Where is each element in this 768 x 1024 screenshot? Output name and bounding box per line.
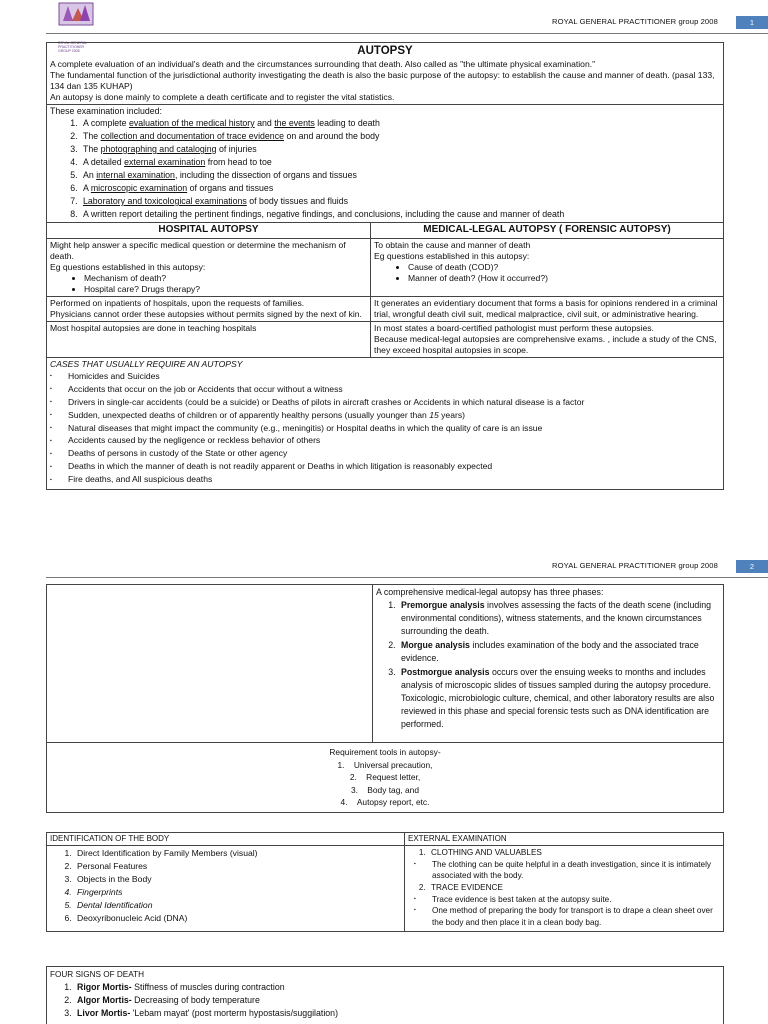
phases-empty-cell — [47, 585, 373, 743]
exam-cell — [47, 104, 724, 222]
tools-cell — [47, 743, 724, 813]
exam-heading: These examination included: — [50, 105, 162, 116]
page1-header-rule — [46, 33, 768, 34]
page2-header-rule — [46, 577, 768, 578]
hospital-purpose-cell: Might help answer a specific medical question or determine the mechanism of death. Eg questions established in this autopsy: • Mechanism of death? • Hospital care? Drugs therapy? — [47, 238, 371, 296]
list-item: • Cause of death (COD)? — [408, 262, 720, 273]
case-item: ▪ Drivers in single-car accidents (could be a suicide) or Deaths of pilots in aircraft crashes or Accidents in which natural disease is a factor — [68, 396, 720, 409]
phase-item: 3. Postmorgue analysis occurs over the ensuing weeks to months and includes analysis of microscopic slides of tissues sampled during the autopsy procedure. Toxicologic, microbiologic culture, chemical, and other laboratory results are also reviewed in this phase and special forensic tests such as DNA identification are performed. — [398, 666, 720, 731]
exam-item: 4. A detailed external examination from head to toe — [80, 156, 720, 169]
hospital-location-cell: Most hospital autopsies are done in teaching hospitals — [47, 321, 371, 357]
external-exam-list — [428, 847, 720, 928]
autopsy-intro-3: An autopsy is done mainly to complete a death certificate and to register the vital statistics. — [50, 91, 395, 102]
case-item: ▪ Accidents that occur on the job or Accidents that occur without a witness — [68, 383, 720, 396]
list-item: 4. Fingerprints — [74, 886, 401, 899]
signs-table — [46, 966, 724, 1024]
rgp-logo-icon — [58, 2, 94, 40]
case-item: ▪ Homicides and Suicides — [68, 370, 720, 383]
case-item: ▪ Sudden, unexpected deaths of children or of apparently healthy persons (usually younger than 15 years) — [68, 409, 720, 422]
exam-list — [80, 117, 720, 221]
medical-legal-autopsy-heading: MEDICAL-LEGAL AUTOPSY ( FORENSIC AUTOPSY) — [371, 222, 724, 238]
ml-evidence-cell: It generates an evidentiary document that forms a basis for opinions rendered in a criminal trial, wrongful death civil suit, medical malpractice, civil suit, or administrative hearing. — [371, 296, 724, 321]
list-item: 2. Personal Features — [74, 860, 401, 873]
identification-list — [74, 847, 401, 925]
external-exam-cell — [405, 846, 724, 932]
tool-item: 1. Universal precaution, — [337, 759, 433, 770]
phases-cell — [373, 585, 724, 743]
list-item: ▪ Trace evidence is best taken at the autopsy suite. — [429, 894, 720, 906]
page1-number: 1 — [736, 16, 768, 29]
tool-item: 4. Autopsy report, etc. — [340, 797, 430, 807]
exam-item: 2. The collection and documentation of trace evidence on and around the body — [80, 130, 720, 143]
logo-caption: ROYAL GENERAL PRACTITIONER GROUP 2008 — [58, 41, 88, 53]
list-item: 1. Rigor Mortis- Stiffness of muscles during contraction — [74, 981, 720, 994]
exam-item: 7. Laboratory and toxicological examinations of body tissues and fluids — [80, 195, 720, 208]
case-item: ▪ Natural diseases that might impact the community (e.g., meningitis) or Hospital deaths in which the quality of care is an issue — [68, 422, 720, 435]
list-item: • Manner of death? (How it occurred?) — [408, 273, 720, 284]
list-item: 3. Objects in the Body — [74, 873, 401, 886]
case-item: ▪ Fire deaths, and All suspicious deaths — [68, 473, 720, 486]
exam-item: 3. The photographing and cataloging of injuries — [80, 143, 720, 156]
cases-list — [68, 370, 720, 486]
autopsy-intro-1: A complete evaluation of an individual's death and the circumstances surrounding that death. Also called as "the ultimate physical examination." — [50, 58, 596, 69]
list-item: 5. Dental Identification — [74, 899, 401, 912]
case-item: ▪ Accidents caused by the negligence or reckless behavior of others — [68, 434, 720, 447]
ml-questions-list — [408, 262, 720, 284]
list-item: 2. Algor Mortis- Decreasing of body temperature — [74, 994, 720, 1007]
identification-heading: IDENTIFICATION OF THE BODY — [47, 833, 405, 846]
hospital-permits-cell: Performed on inpatients of hospitals, upon the requests of families. Physicians cannot order these autopsies without permits signed by the next of kin. — [47, 296, 371, 321]
phases-list — [398, 599, 720, 731]
phases-intro: A comprehensive medical-legal autopsy has three phases: — [376, 587, 604, 597]
exam-item: 8. A written report detailing the pertinent findings, negative findings, and conclusions, including the cause and manner of death — [80, 208, 720, 221]
autopsy-intro-2: The fundamental function of the jurisdictional authority investigating the death is also the basic purpose of the autopsy: to establish the cause and manner of death. (pasal 133, 134 dan 135 KUHAP) — [50, 69, 715, 91]
list-item: 3. Livor Mortis- 'Lebam mayat' (post morterm hypostasis/suggilation) — [74, 1007, 720, 1020]
list-item: 1. CLOTHING AND VALUABLES ▪ The clothing can be quite helpful in a death investigation, since it is intimately associated with the body. — [428, 847, 720, 882]
exam-item: 6. A microscopic examination of organs and tissues — [80, 182, 720, 195]
page2-number: 2 — [736, 560, 768, 573]
phase-item: 1. Premorgue analysis involves assessing the facts of the death scene (including environmental conditions), witness statements, and the known circumstances surrounding the death. — [398, 599, 720, 638]
list-item: 1. Direct Identification by Family Members (visual) — [74, 847, 401, 860]
phase-item: 2. Morgue analysis includes examination of the body and the associated trace evidence. — [398, 639, 720, 665]
logo — [58, 2, 102, 53]
page2-header-text: ROYAL GENERAL PRACTITIONER group 2008 — [552, 561, 718, 570]
ml-pathologist-cell: In most states a board-certified pathologist must perform these autopsies. Because medical-legal autopsies are comprehensive exams. , include a study of the CNS, they exceed hospital autopsies in scope. — [371, 321, 724, 357]
phases-table — [46, 584, 724, 813]
cases-heading: CASES THAT USUALLY REQUIRE AN AUTOPSY — [50, 358, 243, 369]
list-item: • Mechanism of death? — [84, 273, 367, 284]
exam-item: 1. A complete evaluation of the medical history and the events leading to death — [80, 117, 720, 130]
exam-item: 5. An internal examination, including the dissection of organs and tissues — [80, 169, 720, 182]
identification-cell — [47, 846, 405, 932]
signs-cell — [47, 967, 724, 1024]
autopsy-title: AUTOPSY — [357, 45, 413, 57]
hospital-questions-list — [84, 273, 367, 295]
list-item: 2. TRACE EVIDENCE ▪ Trace evidence is best taken at the autopsy suite. ▪ One method of preparing the body for transport is to drape a clean sheet over the body and then place it in a clean body bag. — [428, 882, 720, 928]
tool-item: 3. Body tag, and — [351, 784, 419, 795]
identification-table — [46, 832, 724, 932]
case-item: ▪ Deaths of persons in custody of the State or other agency — [68, 447, 720, 460]
signs-list — [74, 981, 720, 1020]
autopsy-table — [46, 42, 724, 490]
hospital-autopsy-heading: HOSPITAL AUTOPSY — [47, 222, 371, 238]
tools-heading: Requirement tools in autopsy- — [329, 747, 441, 757]
autopsy-intro-cell — [47, 43, 724, 105]
list-item: ▪ The clothing can be quite helpful in a death investigation, since it is intimately associated with the body. — [429, 859, 720, 882]
list-item: • Hospital care? Drugs therapy? — [84, 284, 367, 295]
cases-cell — [47, 357, 724, 489]
ml-purpose-cell: To obtain the cause and manner of death Eg questions established in this autopsy: • Cause of death (COD)? • Manner of death? (How it occurred?) — [371, 238, 724, 296]
signs-heading: FOUR SIGNS OF DEATH — [50, 970, 145, 979]
case-item: ▪ Deaths in which the manner of death is not readily apparent or Deaths in which litigation is reasonably expected — [68, 460, 720, 473]
list-item: 6. Deoxyribonucleic Acid (DNA) — [74, 912, 401, 925]
page1-header-text: ROYAL GENERAL PRACTITIONER group 2008 — [552, 17, 718, 26]
tool-item: 2. Request letter, — [349, 772, 421, 782]
list-item: ▪ One method of preparing the body for transport is to drape a clean sheet over the body and then place it in a clean body bag. — [429, 905, 720, 928]
external-exam-heading: EXTERNAL EXAMINATION — [405, 833, 724, 846]
